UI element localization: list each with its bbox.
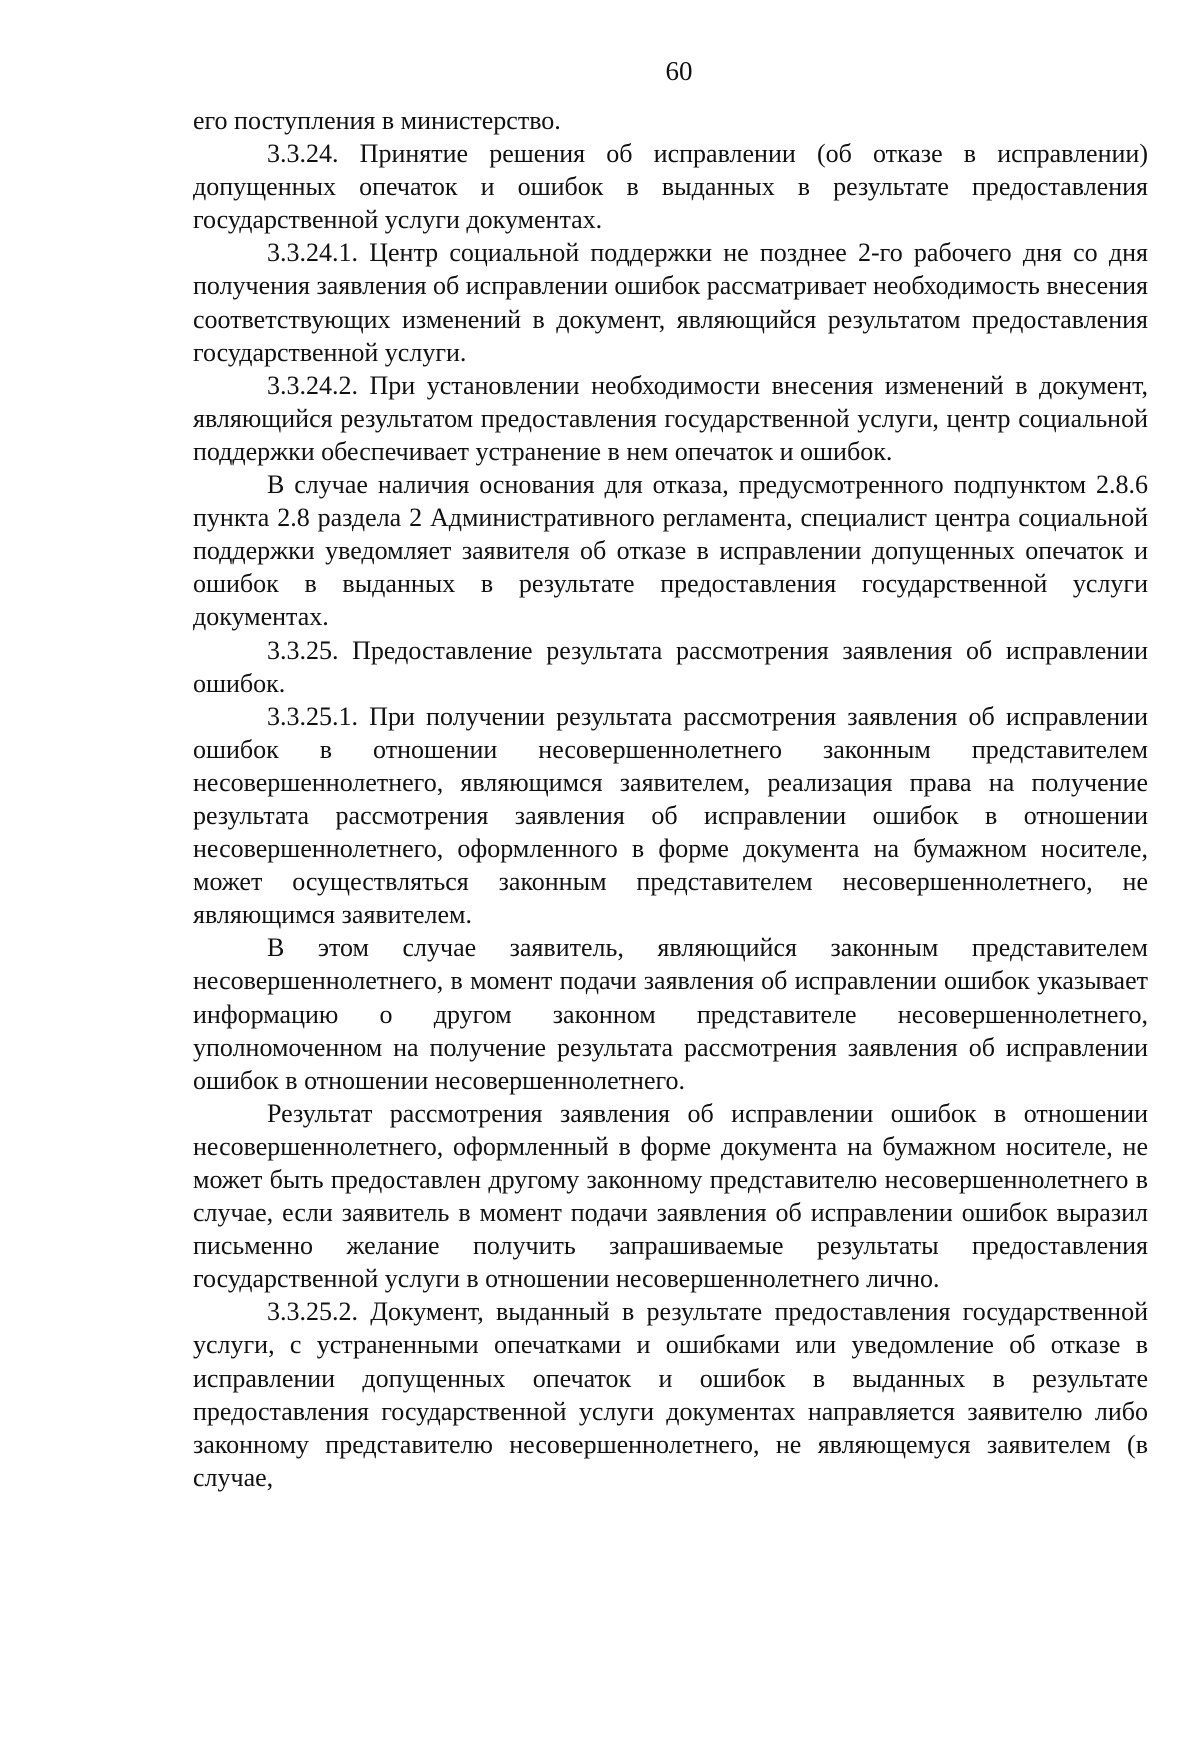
paragraph-3-3-25-1: 3.3.25.1. При получении результата рассмотрения заявления об исправлении ошибок в отношении несовершеннолетнего законным представителем несовершеннолетнего, являющимся заявителем, реализация права на получение результата рассмотрения заявления об исправлении ошибок в отношении несовершеннолетнего, оформленного в форме документа на бумажном носителе, может осуществляться законным представителем несовершеннолетнего, не являющимся заявителем. (193, 701, 1148, 930)
paragraph-3-3-24-2: 3.3.24.2. При установлении необходимости внесения изменений в документ, являющийся результатом предоставления государственной услуги, центр социальной поддержки обеспечивает устранение в нем опечаток и ошибок. (193, 370, 1148, 466)
document-body (193, 104, 1148, 1494)
paragraph-3-3-24: 3.3.24. Принятие решения об исправлении (об отказе в исправлении) допущенных опечаток и ошибок в выданных в результате предоставления государственной услуги документах. (193, 139, 1148, 235)
page-number: 60 (665, 56, 693, 86)
paragraph-representative-case: В этом случае заявитель, являющийся законным представителем несовершеннолетнего, в момент подачи заявления об исправлении ошибок указывает информацию о другом законном представителе несовершеннолетнего, уполномоченном на получение результата рассмотрения заявления об исправлении ошибок в отношении несовершеннолетнего. (193, 933, 1148, 1095)
paragraph-result-delivery: Результат рассмотрения заявления об исправлении ошибок в отношении несовершеннолетнего, оформленный в форме документа на бумажном носителе, не может быть предоставлен другому законному представителю несовершеннолетнего в случае, если заявитель в момент подачи заявления об исправлении ошибок выразил письменно желание получить запрашиваемые результаты предоставления государственной услуги в отношении несовершеннолетнего лично. (193, 1098, 1148, 1294)
paragraph-3-3-25: 3.3.25. Предоставление результата рассмотрения заявления об исправлении ошибок. (193, 635, 1148, 698)
paragraph-3-3-24-1: 3.3.24.1. Центр социальной поддержки не позднее 2-го рабочего дня со дня получения заявления об исправлении ошибок рассматривает необходимость внесения соответствующих изменений в документ, являющийся результатом предоставления государственной услуги. (193, 238, 1148, 367)
paragraph-continuation: его поступления в министерство. (193, 106, 561, 135)
paragraph-3-3-25-2: 3.3.25.2. Документ, выданный в результате предоставления государственной услуги, с устраненными опечатками и ошибками или уведомление об отказе в исправлении допущенных опечаток и ошибок в выданных в результате предоставления государственной услуги документах направляется заявителю либо законному представителю несовершеннолетнего, не являющемуся заявителем (в случае, (193, 1297, 1148, 1492)
paragraph-refusal-case: В случае наличия основания для отказа, предусмотренного подпунктом 2.8.6 пункта 2.8 раздела 2 Административного регламента, специалист центра социальной поддержки уведомляет заявителя об отказе в исправлении допущенных опечаток и ошибок в выданных в результате предоставления государственной услуги документах. (193, 470, 1148, 632)
